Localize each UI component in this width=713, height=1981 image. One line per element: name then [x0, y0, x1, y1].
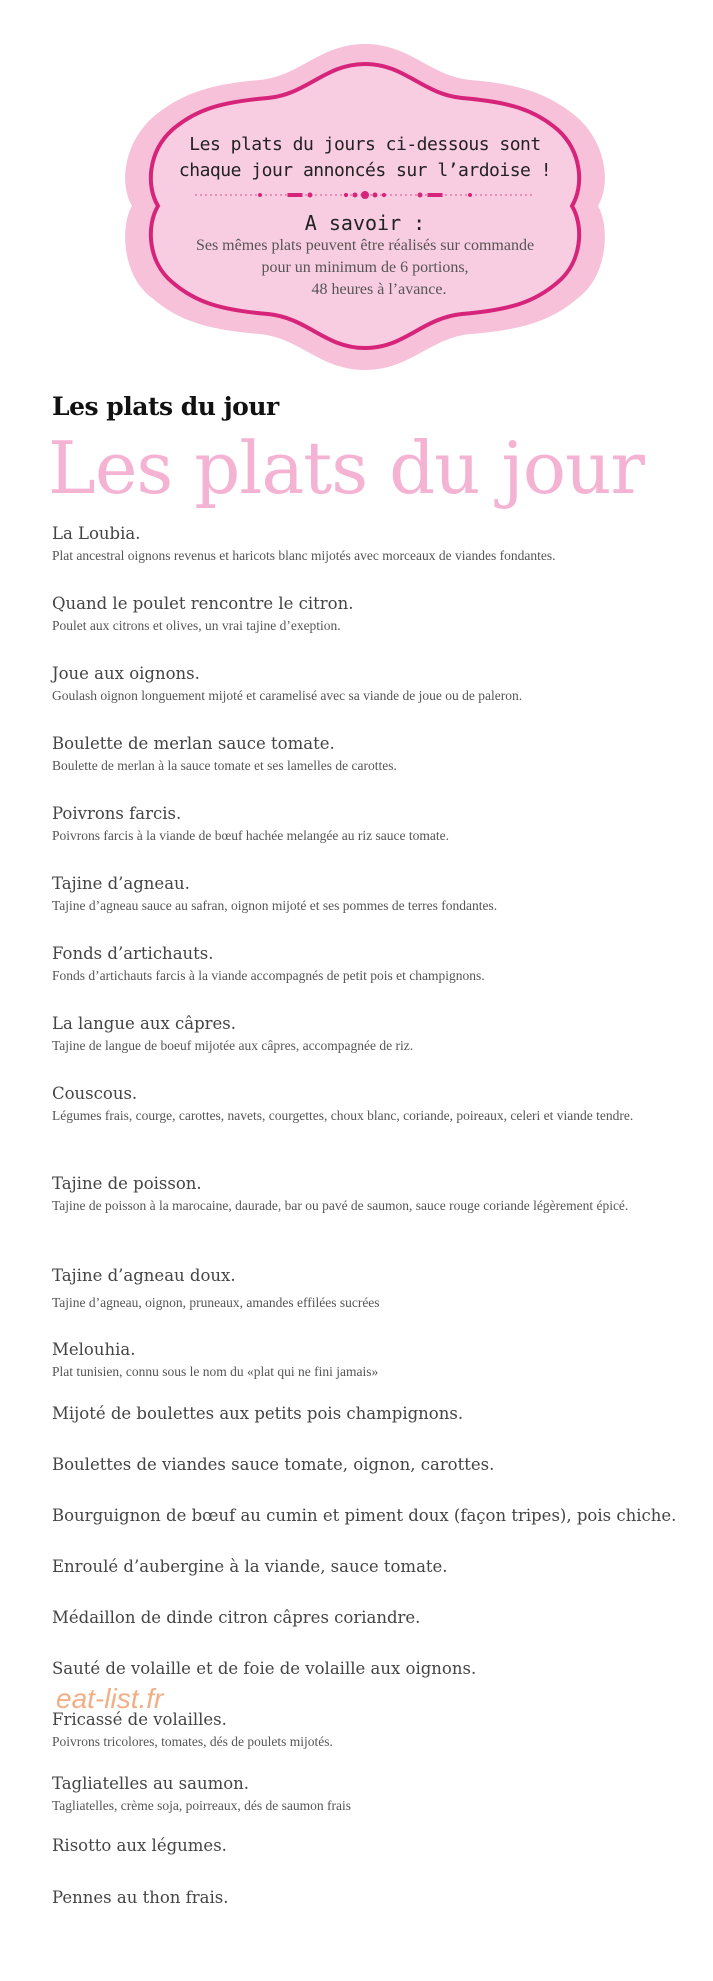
badge-announcement-line1: Les plats du jours ci-dessous sont	[189, 134, 541, 155]
dish-item	[52, 1658, 682, 1680]
dish-item	[52, 1556, 682, 1578]
dish-item	[52, 1083, 682, 1125]
dish-name: Joue aux oignons.	[52, 664, 200, 683]
dish-name: La Loubia.	[52, 524, 141, 543]
info-badge	[110, 36, 620, 376]
dish-name: Boulette de merlan sauce tomate.	[52, 734, 335, 753]
dish-name: Mijoté de boulettes aux petits pois champignons.	[52, 1404, 464, 1423]
dish-item	[52, 593, 682, 635]
dish-name: Quand le poulet rencontre le citron.	[52, 594, 354, 613]
dish-description: Poivrons farcis à la viande de bœuf hachée melangée au riz sauce tomate.	[52, 828, 449, 843]
dish-name: Tajine d’agneau.	[52, 874, 190, 893]
dish-name: Fricassé de volailles.	[52, 1710, 227, 1729]
watermark-logo: eat-list.fr	[56, 1683, 164, 1714]
dish-name: La langue aux câpres.	[52, 1014, 236, 1033]
dish-item	[52, 1173, 682, 1215]
dish-description: Tajine d’agneau sauce au safran, oignon mijoté et ses pommes de terres fondantes.	[52, 898, 498, 913]
dish-name: Risotto aux légumes.	[52, 1836, 227, 1855]
dish-name: Tagliatelles au saumon.	[52, 1774, 250, 1793]
dish-name: Bourguignon de bœuf au cumin et piment doux (façon tripes), pois chiche.	[52, 1506, 677, 1525]
dish-name: Poivrons farcis.	[52, 804, 182, 823]
badge-note-line3: 48 heures à l’avance.	[311, 281, 447, 298]
dish-name: Tajine de poisson.	[52, 1174, 202, 1193]
dish-name: Médaillon de dinde citron câpres coriandre.	[52, 1608, 421, 1627]
dish-description: Tagliatelles, crème soja, poirreaux, dés de saumon frais	[52, 1798, 351, 1813]
badge-announcement-line2: chaque jour annoncés sur l’ardoise !	[178, 160, 552, 181]
dish-description: Poulet aux citrons et olives, un vrai tajine d’exeption.	[52, 618, 341, 633]
dish-name: Melouhia.	[52, 1340, 136, 1359]
badge-frame	[110, 36, 620, 376]
dish-name: Boulettes de viandes sauce tomate, oignon, carottes.	[52, 1455, 495, 1474]
dish-item	[52, 733, 682, 775]
dish-name: Fonds d’artichauts.	[52, 944, 214, 963]
dish-description: Tajine de langue de boeuf mijotée aux câpres, accompagnée de riz.	[52, 1038, 414, 1053]
dish-item	[52, 1403, 682, 1425]
dish-name: Sauté de volaille et de foie de volaille aux oignons.	[52, 1659, 477, 1678]
dish-item	[52, 1505, 682, 1527]
dish-name: Couscous.	[52, 1084, 138, 1103]
dish-item	[52, 1607, 682, 1629]
badge-note-line2: pour un minimum de 6 portions,	[261, 259, 469, 276]
dish-description: Tajine de poisson à la marocaine, daurade, bar ou pavé de saumon, sauce rouge coriande légèrement épicé.	[52, 1198, 629, 1213]
dish-item	[52, 1773, 682, 1815]
dish-item	[52, 873, 682, 915]
dish-item	[52, 1709, 682, 1751]
badge-inner-shape	[151, 64, 579, 348]
badge-heading: A savoir :	[304, 211, 426, 235]
dish-description: Poivrons tricolores, tomates, dés de poulets mijotés.	[52, 1734, 333, 1749]
dish-name: Tajine d’agneau doux.	[52, 1266, 236, 1285]
dish-item	[52, 1013, 682, 1055]
dish-item	[52, 943, 682, 985]
dish-description: Plat ancestral oignons revenus et haricots blanc mijotés avec morceaux de viandes fondantes.	[52, 548, 556, 563]
dish-item	[52, 1454, 682, 1476]
dish-name: Pennes au thon frais.	[52, 1888, 229, 1907]
dish-item	[52, 1339, 682, 1381]
dish-item	[52, 523, 682, 565]
section-title-decorative: Les plats du jour	[48, 426, 644, 510]
dish-description: Tajine d’agneau, oignon, pruneaux, amandes effilées sucrées	[52, 1295, 380, 1310]
dish-item	[52, 1887, 682, 1909]
dish-description: Goulash oignon longuement mijoté et caramelisé avec sa viande de joue ou de paleron.	[52, 688, 523, 703]
dish-item	[52, 1265, 682, 1312]
dish-description: Légumes frais, courge, carottes, navets, courgettes, choux blanc, coriande, poireaux, celeri et viande tendre.	[52, 1108, 634, 1123]
dish-description: Fonds d’artichauts farcis à la viande accompagnés de petit pois et champignons.	[52, 968, 485, 983]
dish-description: Boulette de merlan à la sauce tomate et ses lamelles de carottes.	[52, 758, 397, 773]
dish-item	[52, 663, 682, 705]
dish-name: Enroulé d’aubergine à la viande, sauce tomate.	[52, 1557, 448, 1576]
section-title: Les plats du jour	[52, 392, 279, 421]
dish-item	[52, 1835, 682, 1857]
dish-item	[52, 803, 682, 845]
badge-note-line1: Ses mêmes plats peuvent être réalisés sur commande	[195, 237, 535, 254]
dish-description: Plat tunisien, connu sous le nom du «plat qui ne fini jamais»	[52, 1364, 379, 1379]
